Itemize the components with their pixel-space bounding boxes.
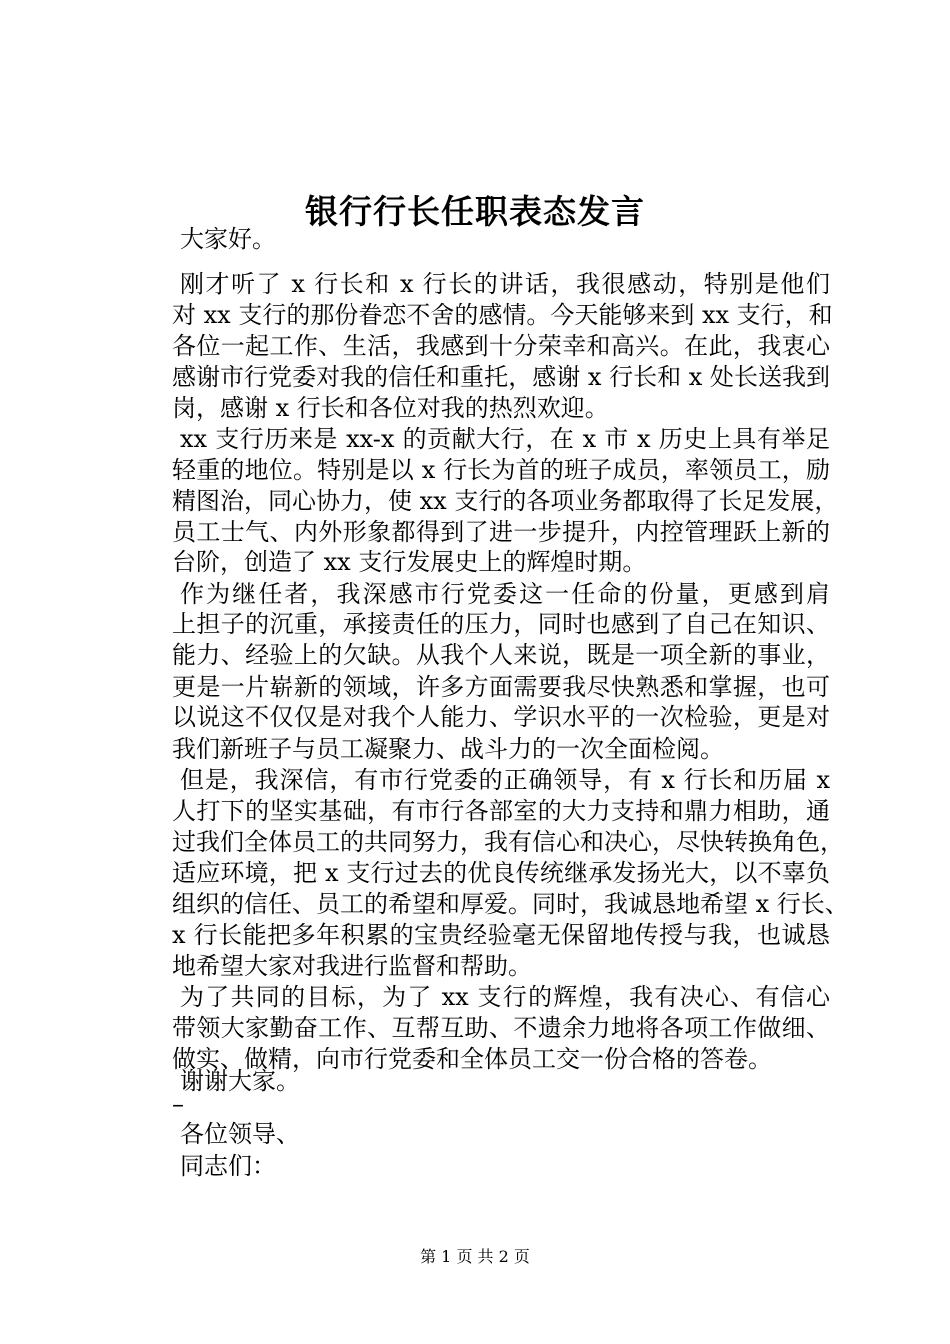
text-line: 各位领导、 xyxy=(180,1120,300,1148)
text-line: 刚才听了 x 行长和 x 行长的讲话，我很感动，特别是他们 xyxy=(180,270,830,298)
text-line: 轻重的地位。特别是以 x 行长为首的班子成员，率领员工，励 xyxy=(172,456,830,484)
text-line: 适应环境，把 x 支行过去的优良传统继承发扬光大，以不辜负 xyxy=(172,859,830,887)
text-line: x 行长能把多年积累的宝贵经验毫无保留地传授与我，也诚恳 xyxy=(172,921,830,949)
text-line: 能力、经验上的欠缺。从我个人来说，既是一项全新的事业， xyxy=(172,641,830,669)
document-title: 银行行长任职表态发言 xyxy=(305,192,645,231)
text-line: 上担子的沉重，承接责任的压力，同时也感到了自己在知识、 xyxy=(172,610,830,638)
text-line: 但是，我深信，有市行党委的正确领导，有 x 行长和历届 x xyxy=(180,766,830,794)
text-line: 更是一片崭新的领域，许多方面需要我尽快熟悉和掌握，也可 xyxy=(172,673,830,701)
text-line: 组织的信任、员工的希望和厚爱。同时，我诚恳地希望 x 行长、 xyxy=(172,890,849,918)
text-line: 精图治，同心协力，使 xx 支行的各项业务都取得了长足发展， xyxy=(172,487,839,515)
text-line: 地希望大家对我进行监督和帮助。 xyxy=(172,952,532,980)
text-line: xx 支行历来是 xx-x 的贡献大行，在 x 市 x 历史上具有举足 xyxy=(180,425,830,453)
text-line: 岗，感谢 x 行长和各位对我的热烈欢迎。 xyxy=(172,394,609,422)
text-line: 人打下的坚实基础，有市行各部室的大力支持和鼎力相助，通 xyxy=(172,797,830,825)
text-line: 大家好。 xyxy=(180,225,276,253)
text-line: – xyxy=(172,1090,184,1118)
text-line: 对 xx 支行的那份眷恋不舍的感情。今天能够来到 xx 支行，和 xyxy=(172,301,833,329)
text-line: 员工士气、内外形象都得到了进一步提升，内控管理跃上新的 xyxy=(172,518,830,546)
text-line: 以说这不仅仅是对我个人能力、学识水平的一次检验，更是对 xyxy=(172,703,830,731)
text-line: 带领大家勤奋工作、互帮互助、不遗余力地将各项工作做细、 xyxy=(172,1014,830,1042)
text-line: 谢谢大家。 xyxy=(180,1067,300,1095)
text-line: 同志们： xyxy=(180,1152,276,1180)
text-line: 做实、做精，向市行党委和全体员工交一份合格的答卷。 xyxy=(172,1045,772,1073)
text-line: 我们新班子与员工凝聚力、战斗力的一次全面检阅。 xyxy=(172,735,724,763)
text-line: 台阶，创造了 xx 支行发展史上的辉煌时期。 xyxy=(172,548,647,576)
text-line: 过我们全体员工的共同努力，我有信心和决心，尽快转换角色， xyxy=(172,828,844,856)
text-line: 各位一起工作、生活，我感到十分荣幸和高兴。在此，我衷心 xyxy=(172,332,830,360)
text-line: 作为继任者，我深感市行党委这一任命的份量，更感到肩 xyxy=(180,580,830,608)
text-line: 为了共同的目标，为了 xx 支行的辉煌，我有决心、有信心 xyxy=(180,983,830,1011)
text-line: 感谢市行党委对我的信任和重托，感谢 x 行长和 x 处长送我到 xyxy=(172,363,830,391)
page-footer: 第 1 页 共 2 页 xyxy=(420,1247,530,1266)
